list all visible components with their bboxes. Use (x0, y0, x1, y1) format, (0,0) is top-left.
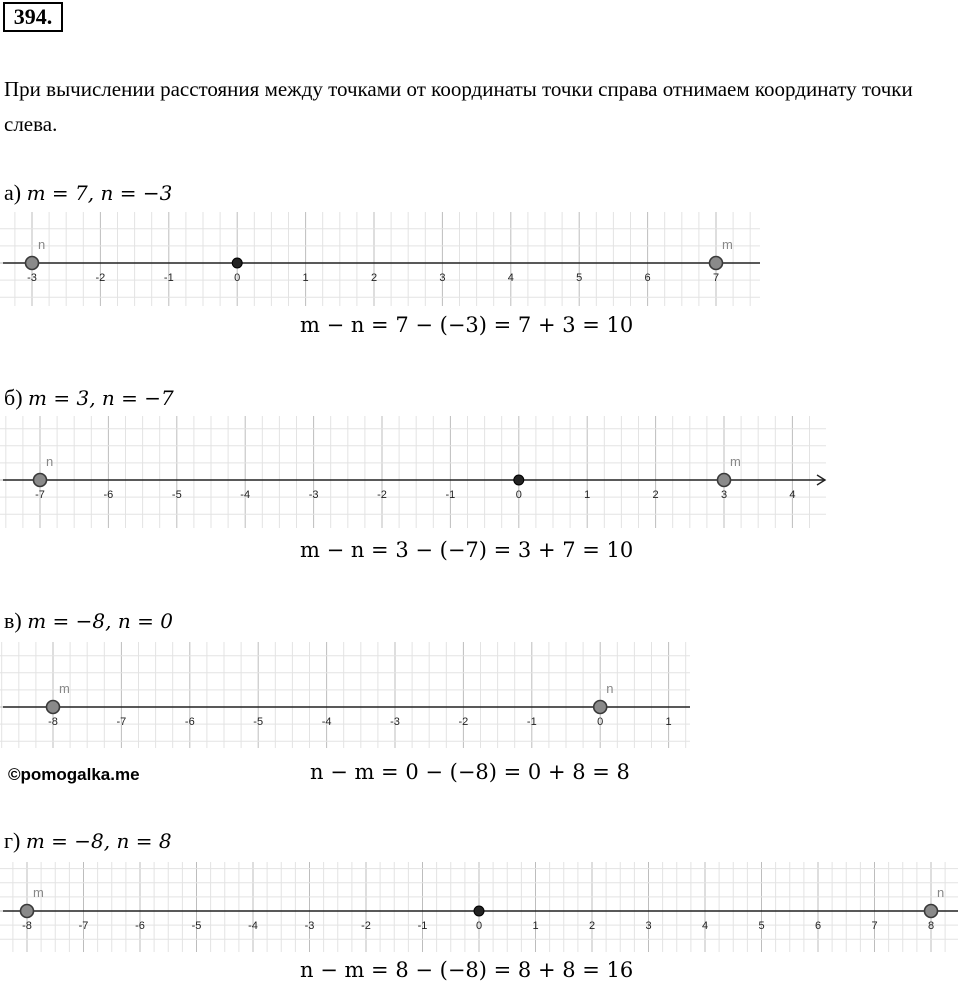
part-a-letter: а) (4, 180, 22, 205)
tick-label: 3 (439, 272, 446, 284)
tick-label: 7 (712, 272, 720, 284)
number-line-a (0, 212, 765, 308)
point-m (710, 257, 723, 270)
tick-label: -3 (390, 716, 400, 728)
part-a-label (4, 180, 172, 206)
tick-label: -7 (116, 716, 127, 728)
point-n (925, 905, 938, 918)
point-m (718, 474, 731, 487)
tick-label: -5 (171, 489, 182, 501)
point-m (21, 905, 34, 918)
part-a-condition: m = 7, n = −3 (26, 181, 173, 205)
tick-label: -5 (253, 716, 264, 728)
tick-label: 2 (588, 920, 596, 932)
tick-label: 0 (234, 272, 241, 284)
formula-b: m − n = 3 − (−7) = 3 + 7 = 10 (300, 538, 634, 562)
tick-label: -1 (163, 272, 174, 284)
point-n (594, 701, 607, 714)
origin-point (232, 258, 242, 268)
tick-label: -5 (191, 920, 202, 932)
part-c-label (4, 608, 173, 634)
tick-label: -2 (95, 272, 106, 284)
number-line-b (0, 416, 830, 530)
tick-label: -3 (308, 489, 319, 501)
tick-label: -8 (48, 716, 58, 728)
number-line-d (0, 862, 960, 954)
tick-label: -2 (361, 920, 371, 932)
tick-label: -6 (103, 489, 114, 501)
tick-label: 1 (302, 272, 309, 284)
tick-label: 1 (584, 489, 591, 501)
intro-text: При вычислении расстояния между точками от координаты точки справа отнимаем координату точки слева. (4, 77, 913, 136)
tick-label: 1 (665, 716, 672, 728)
tick-label: 5 (758, 920, 765, 932)
number-line-c (0, 642, 695, 750)
tick-label: -8 (22, 920, 32, 932)
part-b-label (4, 385, 174, 411)
part-b-condition: m = 3, n = −7 (28, 386, 174, 410)
point-label-m: m (722, 237, 733, 252)
tick-label: -4 (248, 920, 258, 932)
grid (0, 642, 690, 748)
point-label-n: n (937, 885, 945, 900)
tick-label: 1 (532, 920, 539, 932)
tick-label: -2 (458, 716, 469, 728)
part-c-condition: m = −8, n = 0 (27, 609, 173, 633)
part-d-label (4, 828, 172, 854)
part-d-condition: m = −8, n = 8 (25, 829, 172, 853)
part-b-letter: б) (4, 385, 23, 410)
grid (0, 212, 760, 306)
tick-label: -1 (526, 716, 537, 728)
tick-label: 6 (644, 272, 651, 284)
origin-point (474, 906, 484, 916)
point-m (47, 701, 60, 714)
part-d-letter: г) (4, 828, 21, 853)
tick-label: -3 (304, 920, 315, 932)
tick-label: -1 (445, 489, 456, 501)
origin-point (514, 475, 524, 485)
tick-label: 8 (927, 920, 935, 932)
tick-label: 4 (701, 920, 709, 932)
point-label-n: n (46, 454, 54, 469)
grid (0, 416, 826, 528)
tick-label: 4 (789, 489, 796, 501)
tick-label: 5 (576, 272, 583, 284)
point-label-n: n (606, 681, 614, 696)
formula-c: n − m = 0 − (−8) = 0 + 8 = 8 (310, 760, 630, 784)
tick-label: 6 (814, 920, 822, 932)
tick-label: -3 (27, 272, 37, 284)
point-n (26, 257, 39, 270)
tick-label: 4 (507, 272, 514, 284)
tick-label: 7 (871, 920, 878, 932)
task-number: 394. (3, 2, 63, 32)
watermark: ©pomogalka.me (8, 765, 140, 784)
point-label-m: m (33, 885, 44, 900)
tick-label: 0 (597, 716, 604, 728)
tick-label: 0 (515, 489, 522, 501)
tick-label: 2 (652, 489, 659, 501)
point-label-m: m (59, 681, 70, 696)
point-label-n: n (38, 237, 46, 252)
point-label-m: m (730, 454, 741, 469)
point-n (34, 474, 47, 487)
tick-label: 0 (475, 920, 483, 932)
tick-label: -7 (78, 920, 89, 932)
tick-label: -6 (184, 716, 195, 728)
part-c-letter: в) (4, 608, 22, 633)
tick-label: -2 (377, 489, 387, 501)
tick-label: -4 (321, 716, 332, 728)
formula-a: m − n = 7 − (−3) = 7 + 3 = 10 (300, 313, 634, 337)
tick-label: 2 (370, 272, 378, 284)
tick-label: -4 (240, 489, 251, 501)
tick-label: 3 (645, 920, 652, 932)
tick-label: 3 (720, 489, 728, 501)
tick-label: -6 (135, 920, 145, 932)
formula-d: n − m = 8 − (−8) = 8 + 8 = 16 (300, 958, 634, 982)
tick-label: -1 (417, 920, 428, 932)
tick-label: -7 (35, 489, 45, 501)
